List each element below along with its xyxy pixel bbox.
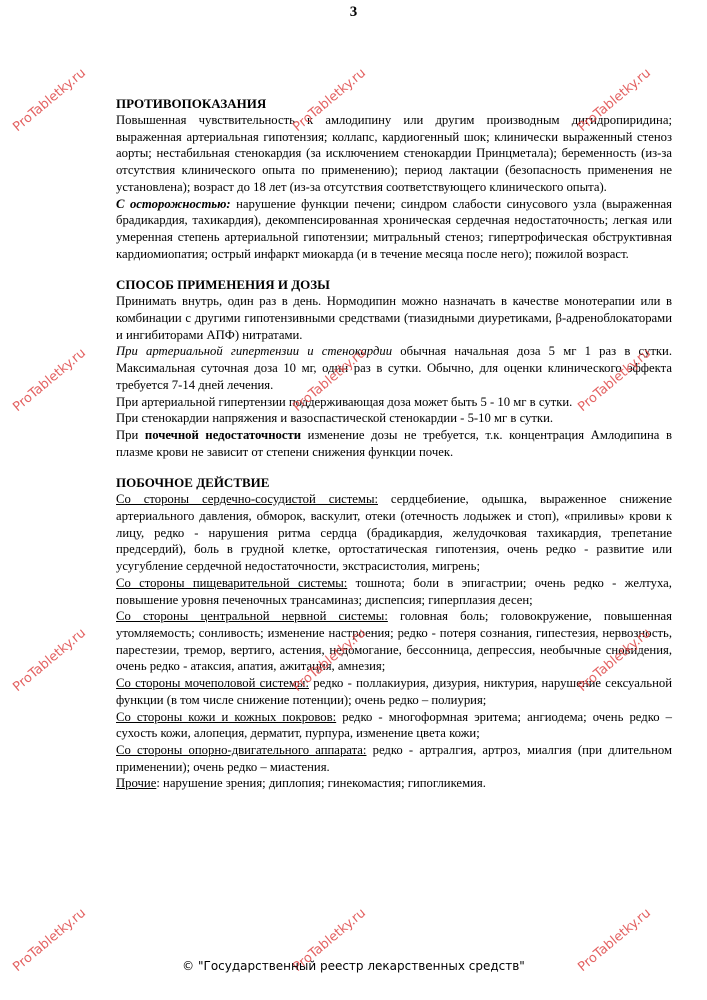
side-effect-item [116,709,672,742]
side-effects-title: ПОБОЧНОЕ ДЕЙСТВИЕ [116,475,270,491]
side-effect-label: Со стороны центральной нервной системы: [116,609,388,624]
side-effect-text: сердцебиение, одышка, выраженное снижение артериального давления, обморок, васкулит, отеки (отечность лодыжек и стоп), «приливы» крови к лицу, редко - нарушения ритма сердца (брадикардия, желудочковая тахикардия, трепетание предсердий), боль в грудной клетке, ортостатическая гипотензия, очень редко - развитие или усугубление сердечной недостаточности, экстрасистолия, мигрень; [116,492,672,574]
watermark: ProTabletky.ru [10,905,89,975]
dosage-p5-bold: почечной недостаточности [144,427,302,442]
dosage-title: СПОСОБ ПРИМЕНЕНИЯ И ДОЗЫ [116,277,330,293]
side-effect-text: : нарушение зрения; диплопия; гинекомастия; гипогликемия. [156,776,486,791]
side-effect-label: Со стороны опорно-двигательного аппарата: [116,742,367,757]
contraindications-title: ПРОТИВОПОКАЗАНИЯ [116,96,267,111]
side-effect-item [116,575,672,608]
watermark: ProTabletky.ru [575,905,654,975]
footer-copyright: © "Государственный реестр лекарственных средств" [182,959,525,973]
watermark: ProTabletky.ru [10,345,89,415]
dosage-p5-start: При [116,427,145,442]
watermark: ProTabletky.ru [575,625,654,695]
caution-paragraph [116,196,672,263]
dosage-p5-rest: изменение дозы не требуется, т.к. концентрация Амлодипина в плазме крови не зависит от степени снижения функции почек. [116,427,672,459]
side-effect-item [116,608,672,675]
document-body [116,96,672,807]
watermark: ProTabletky.ru [10,65,89,135]
contraindications-text: Повышенная чувствительность к амлодипину или другим производным дигидропиридина; выраженная артериальная гипотензия; коллапс, кардиогенный шок; клинически выраженный стеноз аорты; нестабильная стенокардия (за исключением стенокардии Принцметала); беременность (из-за отсутствия клинического опыта по применению); период лактации (безопасность применения не установлена); возраст до 18 лет (из-за отсутствия соответствующего клинического опыта). [116,113,672,194]
caution-label: С осторожностью: [116,196,231,211]
side-effect-label: Со стороны сердечно-сосудистой системы: [116,492,379,507]
caution-text: нарушение функции печени; синдром слабости синусового узла (выраженная брадикардия, тахикардия), декомпенсированная хроническая сердечная недостаточность; легкая или умеренная степень артериальной гипотензии; митральный стеноз; гипертрофическая обструктивная кардиомиопатия; острый инфаркт миокарда (и в течение месяца после него); пожилой возраст. [116,196,673,261]
side-effect-text: головная боль; головокружение, повышенная утомляемость; сонливость; изменение настроения; редко - потеря сознания, гипестезия, нервозность, парестезии, тремор, вертиго, астения, недомогание, бессонница, депрессия, необычные сновидения, очень редко - атаксия, апатия, ажитация, амнезия; [116,609,672,674]
dosage-p5 [116,427,672,460]
side-effect-text: редко - поллакиурия, дизурия, никтурия, нарушение сексуальной функции (в том числе снижение потенции); очень редко – полиурия; [116,676,672,707]
side-effect-item [116,742,672,775]
side-effect-item [116,491,672,575]
side-effect-text: редко - многоформная эритема; ангиодема; очень редко – сухость кожи, алопеция, дерматит, пурпура, изменение цвета кожи; [116,709,673,741]
side-effect-label: Со стороны мочеполовой системы: [116,676,309,691]
watermark: ProTabletky.ru [290,625,369,695]
page-number: 3 [349,4,358,20]
side-effect-label: Со стороны пищеварительной системы: [116,575,348,590]
dosage-p1: Принимать внутрь, один раз в день. Нормодипин можно назначать в качестве монотерапии или в комбинации с другими гипотензивными средствами (тиазидными диуретиками, β-адреноблокаторами и ингибиторами АПФ) нитратами. [116,294,672,342]
dosage-p4: При стенокардии напряжения и вазоспастической стенокардии - 5-10 мг в сутки. [116,411,554,426]
side-effect-label: Прочие [116,776,157,791]
side-effect-text: редко - артралгия, артроз, миалгия (при длительном применении); очень редко – миастения. [116,742,672,774]
side-effects-section [116,475,672,792]
dosage-p2-rest: обычная начальная доза 5 мг 1 раз в сутки. Максимальная суточная доза 10 мг, один раз в сутки. Обычно, для оценки клинического эффекта требуется 7-14 дней лечения. [116,344,672,392]
watermark: ProTabletky.ru [290,905,369,975]
watermark: ProTabletky.ru [575,65,654,135]
dosage-section [116,277,672,460]
side-effect-label: Со стороны кожи и кожных покровов: [116,709,337,724]
watermark: ProTabletky.ru [10,625,89,695]
watermark: ProTabletky.ru [575,345,654,415]
side-effect-item [116,775,672,792]
dosage-p2 [116,343,672,393]
watermark: ProTabletky.ru [290,65,369,135]
side-effect-text: тошнота; боли в эпигастрии; очень редко - желтуха, повышение уровня печеночных трансаминаз; диспепсия; гиперплазия десен; [116,575,672,607]
dosage-p2-italic: При артериальной гипертензии и стенокардии [116,344,393,359]
dosage-p3: При артериальной гипертензии поддерживающая доза может быть 5 - 10 мг в сутки. [116,394,573,409]
watermark: ProTabletky.ru [290,345,369,415]
